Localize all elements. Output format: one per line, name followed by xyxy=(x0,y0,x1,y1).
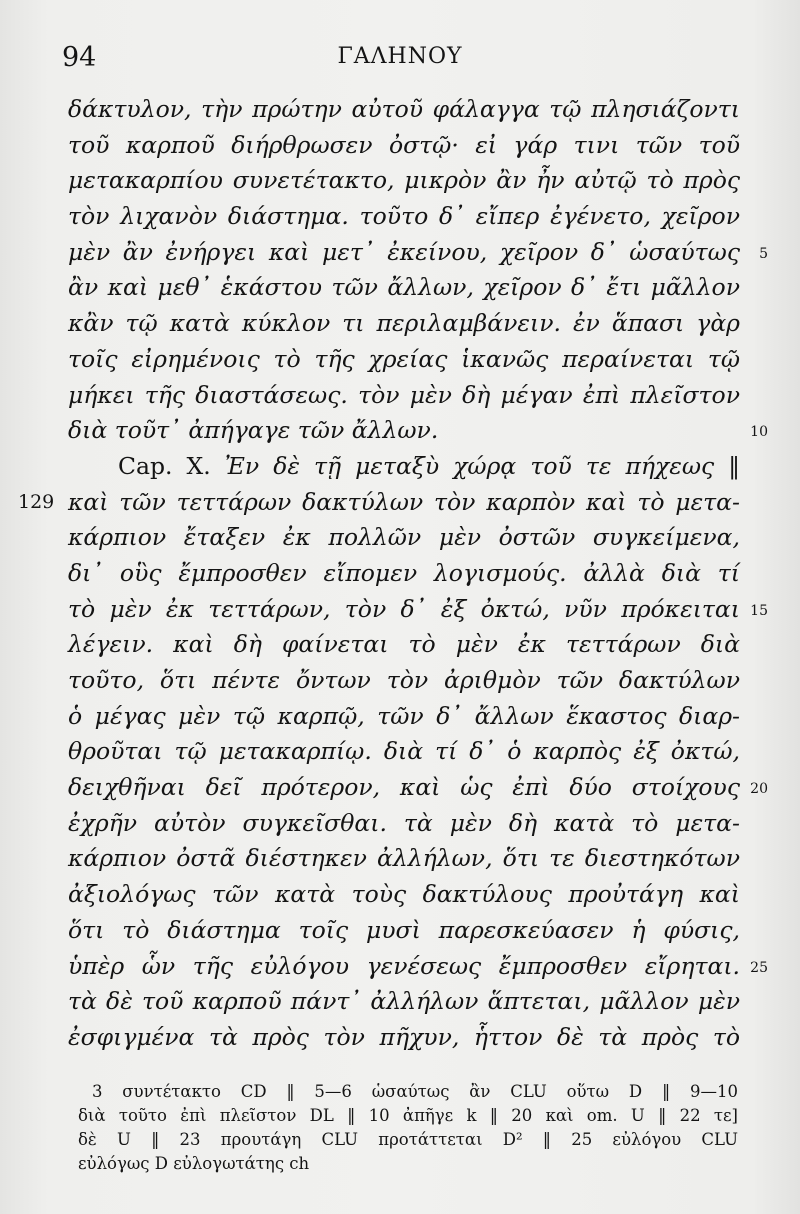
text-line: τὰ δὲ τοῦ καρποῦ πάντ᾿ ἀλλήλων ἅπτεται, μᾶλλον μὲν xyxy=(68,987,740,1016)
text-line: μετακαρπίου συνετέτακτο, μικρὸν ἂν ἦν αὐτῷ τὸ πρὸς xyxy=(68,166,740,195)
apparatus-line: 3 συντέτακτο CD ‖ 5—6 ὡσαύτως ἂν CLU οὕτω D ‖ 9—10 xyxy=(92,1082,738,1101)
text-line: κἂν τῷ κατὰ κύκλον τι περιλαμβάνειν. ἐν ἅπασι γὰρ xyxy=(68,309,740,338)
chapter-heading: Cap. X. xyxy=(118,451,211,480)
line-number: 15 xyxy=(750,602,768,619)
page-header xyxy=(0,40,800,80)
text-line: ἐχρῆν αὐτὸν συγκεῖσθαι. τὰ μὲν δὴ κατὰ τὸ μετα- xyxy=(68,808,740,837)
text-line: διὰ τοῦτ᾿ ἀπήγαγε τῶν ἄλλων. 10 xyxy=(68,413,740,449)
running-head: ΓΑΛΗΝΟΥ xyxy=(337,44,463,69)
text-line: ἀξιολόγως τῶν κατὰ τοὺς δακτύλους προὐτάγη καὶ xyxy=(68,880,740,909)
line-number: 10 xyxy=(750,424,768,441)
text-line: Cap. X. Ἐν δὲ τῇ μεταξὺ χώρᾳ τοῦ τε πήχεως ‖ xyxy=(118,451,740,480)
line-number: 20 xyxy=(750,781,768,798)
line-number: 5 xyxy=(759,245,768,262)
text-line: δειχθῆναι δεῖ πρότερον, καὶ ὡς ἐπὶ δύο στοίχους 20 xyxy=(68,770,740,806)
text-line: τοῦτο, ὅτι πέντε ὄντων τὸν ἀριθμὸν τῶν δακτύλων xyxy=(68,666,740,694)
text-line: τοῖς εἰρημένοις τὸ τῆς χρείας ἱκανῶς περαίνεται τῷ xyxy=(68,344,740,373)
text-line: κάρπιον ἔταξεν ἐκ πολλῶν μὲν ὀστῶν συγκείμενα, xyxy=(68,523,740,552)
text-line: 129 καὶ τῶν τεττάρων δακτύλων τὸν καρπὸν καὶ τὸ μετα- xyxy=(68,485,740,521)
text-line: μὲν ἂν ἐνήργει καὶ μετ᾿ ἐκείνου, χεῖρον δ᾿ ὡσαύτως 5 xyxy=(68,235,740,271)
text-line: τὸ μὲν ἐκ τεττάρων, τὸν δ᾿ ἐξ ὀκτώ, νῦν πρόκειται 15 xyxy=(68,592,740,628)
margin-reference: 129 xyxy=(18,490,55,513)
text-line: τοῦ καρποῦ διήρθρωσεν ὀστῷ· εἰ γάρ τινι τῶν τοῦ xyxy=(68,130,740,159)
text-line: δι᾿ οὓς ἔμπροσθεν εἴπομεν λογισμούς. ἀλλὰ διὰ τί xyxy=(68,558,740,587)
page-number: 94 xyxy=(62,42,97,73)
text-line: ὁ μέγας μὲν τῷ καρπῷ, τῶν δ᾿ ἄλλων ἕκαστος διαρ- xyxy=(68,701,740,730)
text-line: λέγειν. καὶ δὴ φαίνεται τὸ μὲν ἐκ τεττάρων διὰ xyxy=(68,630,740,659)
text-line: ἂν καὶ μεθ᾿ ἑκάστου τῶν ἄλλων, χεῖρον δ᾿ ἔτι μᾶλλον xyxy=(68,273,740,302)
text-line: ὅτι τὸ διάστημα τοῖς μυσὶ παρεσκεύασεν ἡ φύσις, xyxy=(68,915,740,944)
text-line: ὑπὲρ ὧν τῆς εὐλόγου γενέσεως ἔμπροσθεν εἴρηται. 25 xyxy=(68,949,740,985)
text-line: κάρπιον ὀστᾶ διέστηκεν ἀλλήλων, ὅτι τε διεστηκότων xyxy=(68,844,740,873)
apparatus-line: εὐλόγως D εὐλογωτάτης ch xyxy=(78,1154,310,1173)
line-number: 25 xyxy=(750,959,768,976)
apparatus-line: διὰ τοῦτο ἐπὶ πλεῖστον DL ‖ 10 ἀπῆγε k ‖ 20 καὶ om. U ‖ 22 τε] xyxy=(78,1106,738,1125)
text-line: θροῦται τῷ μετακαρπίῳ. διὰ τί δ᾿ ὁ καρπὸς ἐξ ὀκτώ, xyxy=(68,737,740,766)
apparatus-line: δὲ U ‖ 23 προυτάγη CLU προτάττεται D² ‖ 25 εὐλόγου CLU xyxy=(78,1130,738,1149)
text-line: δάκτυλον, τὴν πρώτην αὐτοῦ φάλαγγα τῷ πλησιάζοντι xyxy=(68,95,740,123)
main-text xyxy=(18,92,768,1056)
critical-apparatus xyxy=(78,1080,738,1176)
text-line: τὸν λιχανὸν διάστημα. τοῦτο δ᾿ εἴπερ ἐγένετο, χεῖρον xyxy=(68,202,740,231)
text-line: μήκει τῆς διαστάσεως. τὸν μὲν δὴ μέγαν ἐπὶ πλεῖστον xyxy=(68,380,740,409)
text-line: ἐσφιγμένα τὰ πρὸς τὸν πῆχυν, ἧττον δὲ τὰ πρὸς τὸ xyxy=(68,1022,740,1051)
